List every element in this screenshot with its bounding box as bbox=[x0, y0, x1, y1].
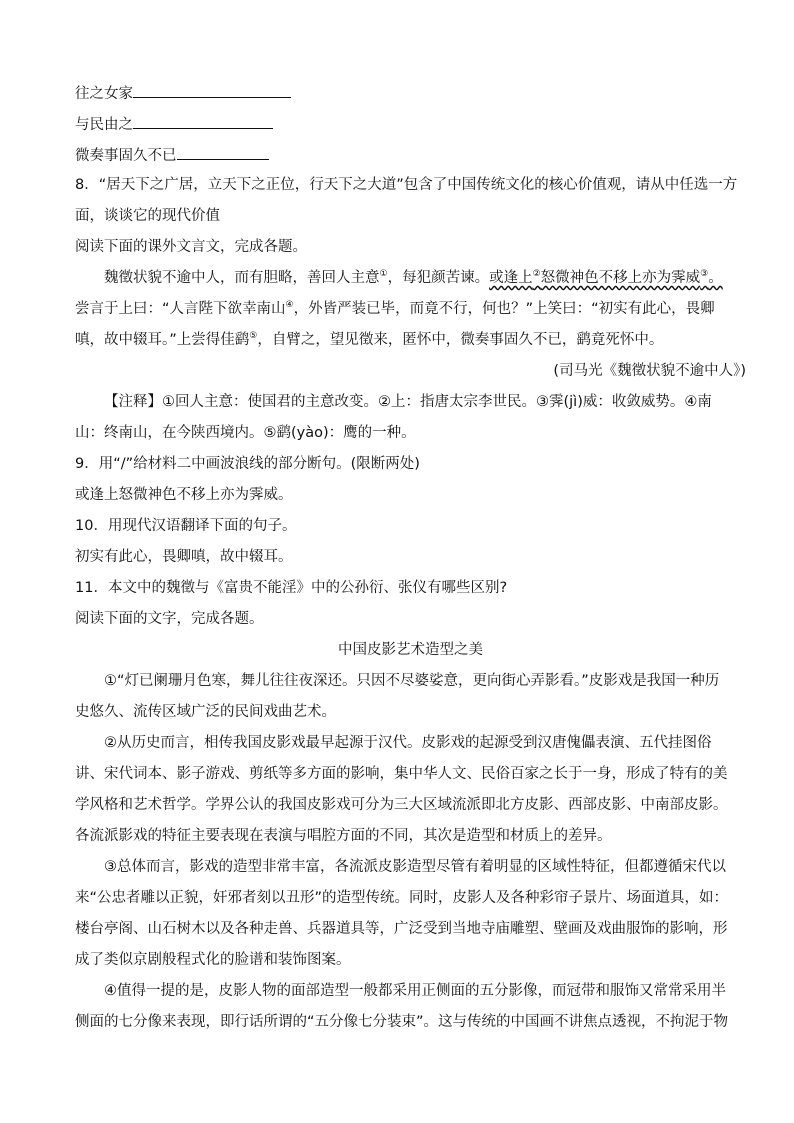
question-8-line1: 8．“居天下之广居，立天下之正位，行天下之大道”包含了中国传统文化的核心价值观，请从中任选一方 bbox=[75, 177, 738, 193]
passage-source: (司马光《魏徵状貌不逾中人》) bbox=[553, 363, 746, 379]
article-line: 成了类似京剧般程式化的脸谱和装饰图案。 bbox=[75, 952, 351, 968]
notes-line2: 山：终南山，在今陕西境内。⑤鹞(yào)：鹰的一种。 bbox=[75, 425, 416, 441]
reading-instruction-2: 阅读下面的文字，完成各题。 bbox=[75, 611, 264, 627]
article-line: 各流派影戏的特征主要表现在表演与唱腔方面的不同，其次是造型和材质上的差异。 bbox=[75, 828, 612, 844]
article-line: 学风格和艺术哲学。学界公认的我国皮影戏可分为三大区域流派即北方皮影、西部皮影、中南部皮影。 bbox=[75, 797, 728, 813]
article-line: ③总体而言，影戏的造型非常丰富，各流派皮影造型尽管有着明显的区域性特征，但都遵循宋代以 bbox=[104, 859, 726, 875]
answer-blank[interactable] bbox=[133, 82, 291, 98]
passage-line2: 尝言于上曰：“人言陛下欲幸南山④，外皆严装已毕，而竟不行，何也？”上笑曰：“初实有此心，畏卿 bbox=[75, 300, 715, 317]
notes-line1: 【注释】①回人主意：使国君的主意改变。②上：指唐太宗李世民。③霁(jì)威：收敛威势。④南 bbox=[104, 394, 712, 410]
article-line: 讲、宋代词本、影子游戏、剪纸等多方面的影响，集中华人文、民俗百家之长于一身，形成了特有的美 bbox=[75, 766, 728, 782]
answer-blank[interactable] bbox=[133, 113, 273, 129]
fill-item-3: 微奏事固久不已 bbox=[75, 144, 746, 166]
question-9: 9．用“/”给材料二中画波浪线的部分断句。(限断两处) bbox=[75, 456, 420, 472]
wavy-underlined-text: 或逢上②怒微神色不移上亦为霁威③。 bbox=[489, 269, 723, 286]
question-8-line2: 面，谈谈它的现代价值 bbox=[75, 208, 220, 224]
passage-line3: 嗔，故中辍耳。”上尝得佳鹞⑤，自臂之，望见徵来，匿怀中，微奏事固久不已，鹞竟死怀中。 bbox=[75, 331, 664, 348]
article-line: 史悠久、流传区域广泛的民间戏曲艺术。 bbox=[75, 704, 336, 720]
passage-line1: 魏徵状貌不逾中人，而有胆略，善回人主意①，每犯颜苦谏。或逢上②怒微神色不移上亦为霁威③。 bbox=[104, 269, 723, 286]
article-line: ①“灯已阑珊月色寒，舞儿往往夜深还。只因不尽婆娑意，更向街心弄影看。”皮影戏是我国一种历 bbox=[104, 673, 720, 689]
article-line: 来“公忠者雕以正貌，奸邪者刻以丑形”的造型传统。同时，皮影人及各种彩帘子景片、场面道具，如： bbox=[75, 890, 729, 906]
article-line: 侧面的七分像来表现，即行话所谓的“五分像七分装束”。这与传统的中国画不讲焦点透视，不拘泥于物 bbox=[75, 1014, 729, 1030]
article-line: ④值得一提的是，皮影人物的面部造型一般都采用正侧面的五分影像，而冠带和服饰又常常采用半 bbox=[104, 983, 726, 999]
fill-item-1: 往之女家 bbox=[75, 82, 746, 104]
answer-blank[interactable] bbox=[177, 144, 269, 160]
question-10-text: 初实有此心，畏卿嗔，故中辍耳。 bbox=[75, 549, 293, 565]
reading-instruction: 阅读下面的课外文言文，完成各题。 bbox=[75, 239, 307, 255]
article-line: ②从历史而言，相传我国皮影戏最早起源于汉代。皮影戏的起源受到汉唐傀儡表演、五代挂图俗 bbox=[104, 735, 712, 751]
question-9-text: 或逢上怒微神色不移上亦为霁威。 bbox=[75, 487, 293, 503]
article-title: 中国皮影艺术造型之美 bbox=[338, 642, 483, 658]
fill-item-2: 与民由之 bbox=[75, 113, 746, 135]
question-11: 11．本文中的魏徵与《富贵不能淫》中的公孙衍、张仪有哪些区别? bbox=[75, 580, 508, 596]
article-line: 楼台亭阁、山石树木以及各种走兽、兵器道具等，广泛受到当地寺庙雕塑、壁画及戏曲服饰的影响，形 bbox=[75, 921, 728, 937]
question-10: 10．用现代汉语翻译下面的句子。 bbox=[75, 518, 297, 534]
